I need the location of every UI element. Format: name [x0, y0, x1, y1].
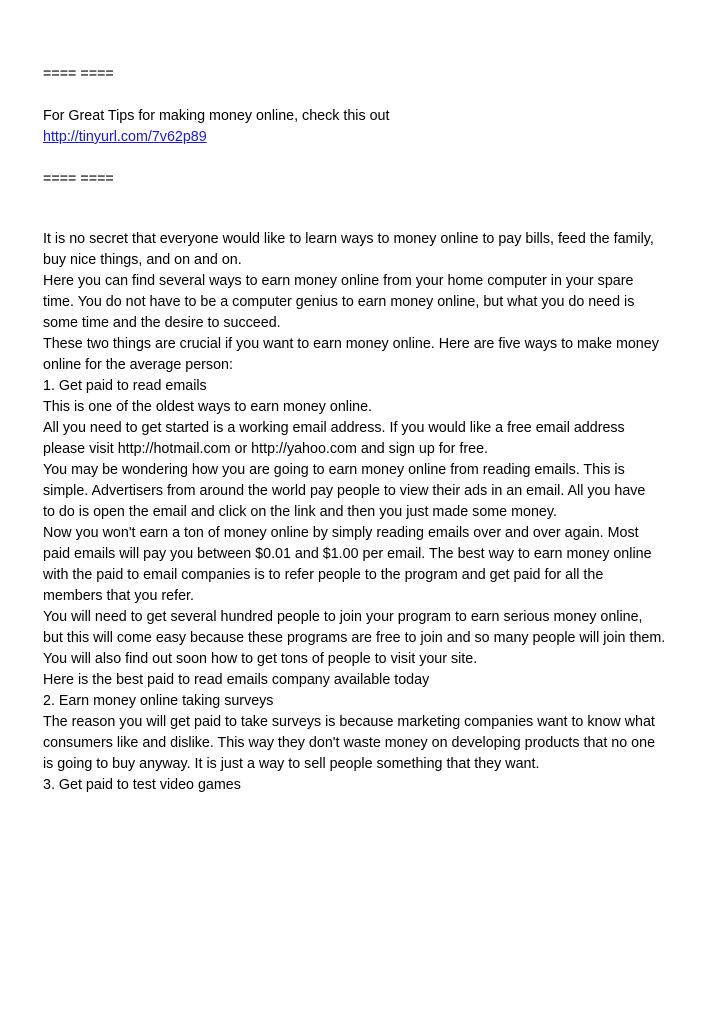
paragraph-line: 2. Earn money online taking surveys — [43, 693, 274, 709]
paragraph-line: is going to buy anyway. It is just a way to sell people something that they want. — [43, 756, 540, 772]
paragraph-line: It is no secret that everyone would like to learn ways to money online to pay bills, feed the family, — [43, 231, 654, 247]
paragraph-line: Here you can find several ways to earn money online from your home computer in your spare — [43, 273, 634, 289]
paragraph — [43, 271, 693, 334]
paragraph — [43, 397, 693, 418]
paragraph — [43, 670, 693, 691]
paragraph — [43, 523, 693, 607]
paragraph-line: consumers like and dislike. This way they don't waste money on developing products that no one — [43, 735, 656, 751]
article — [43, 229, 693, 796]
paragraph-line: All you need to get started is a working email address. If you would like a free email address — [43, 420, 625, 436]
paragraph-line: Now you won't earn a ton of money online by simply reading emails over and over again. Most — [43, 525, 639, 541]
paragraph-line: please visit http://hotmail.com or http://yahoo.com and sign up for free. — [43, 441, 489, 457]
paragraph-line: This is one of the oldest ways to earn money online. — [43, 399, 373, 415]
paragraph — [43, 460, 693, 523]
paragraph-line: These two things are crucial if you want to earn money online. Here are five ways to make money — [43, 336, 659, 352]
paragraph — [43, 376, 693, 397]
paragraph — [43, 334, 693, 376]
paragraph — [43, 418, 693, 460]
paragraph-line: 3. Get paid to test video games — [43, 777, 241, 793]
paragraph — [43, 607, 693, 670]
paragraph-line: You will also find out soon how to get tons of people to visit your site. — [43, 651, 478, 667]
paragraph — [43, 691, 693, 712]
paragraph-line: You may be wondering how you are going to earn money online from reading emails. This is — [43, 462, 625, 478]
paragraph-line: some time and the desire to succeed. — [43, 315, 281, 331]
paragraph-line: members that you refer. — [43, 588, 194, 604]
paragraph-line: to do is open the email and click on the link and then you just made some money. — [43, 504, 557, 520]
promo-link[interactable]: http://tinyurl.com/7v62p89 — [43, 129, 207, 145]
paragraph-line: buy nice things, and on and on. — [43, 252, 242, 268]
paragraph-line: 1. Get paid to read emails — [43, 378, 207, 394]
paragraph-line: time. You do not have to be a computer genius to earn money online, but what you do need is — [43, 294, 635, 310]
promo-text: For Great Tips for making money online, check this out — [43, 108, 390, 124]
separator-bottom: ==== ==== — [43, 171, 114, 187]
promo-block — [43, 106, 693, 148]
paragraph-line: with the paid to email companies is to refer people to the program and get paid for all the — [43, 567, 604, 583]
paragraph-line: The reason you will get paid to take surveys is because marketing companies want to know what — [43, 714, 655, 730]
paragraph-line: You will need to get several hundred people to join your program to earn serious money online, — [43, 609, 643, 625]
paragraph-line: paid emails will pay you between $0.01 and $1.00 per email. The best way to earn money online — [43, 546, 652, 562]
document-body — [43, 64, 693, 796]
paragraph — [43, 229, 693, 271]
paragraph-line: Here is the best paid to read emails company available today — [43, 672, 430, 688]
paragraph-line: but this will come easy because these programs are free to join and so many people will join them. — [43, 630, 666, 646]
separator-top: ==== ==== — [43, 66, 114, 82]
paragraph-line: online for the average person: — [43, 357, 233, 373]
paragraph — [43, 712, 693, 775]
paragraph-line: simple. Advertisers from around the world pay people to view their ads in an email. All you have — [43, 483, 646, 499]
paragraph — [43, 775, 693, 796]
